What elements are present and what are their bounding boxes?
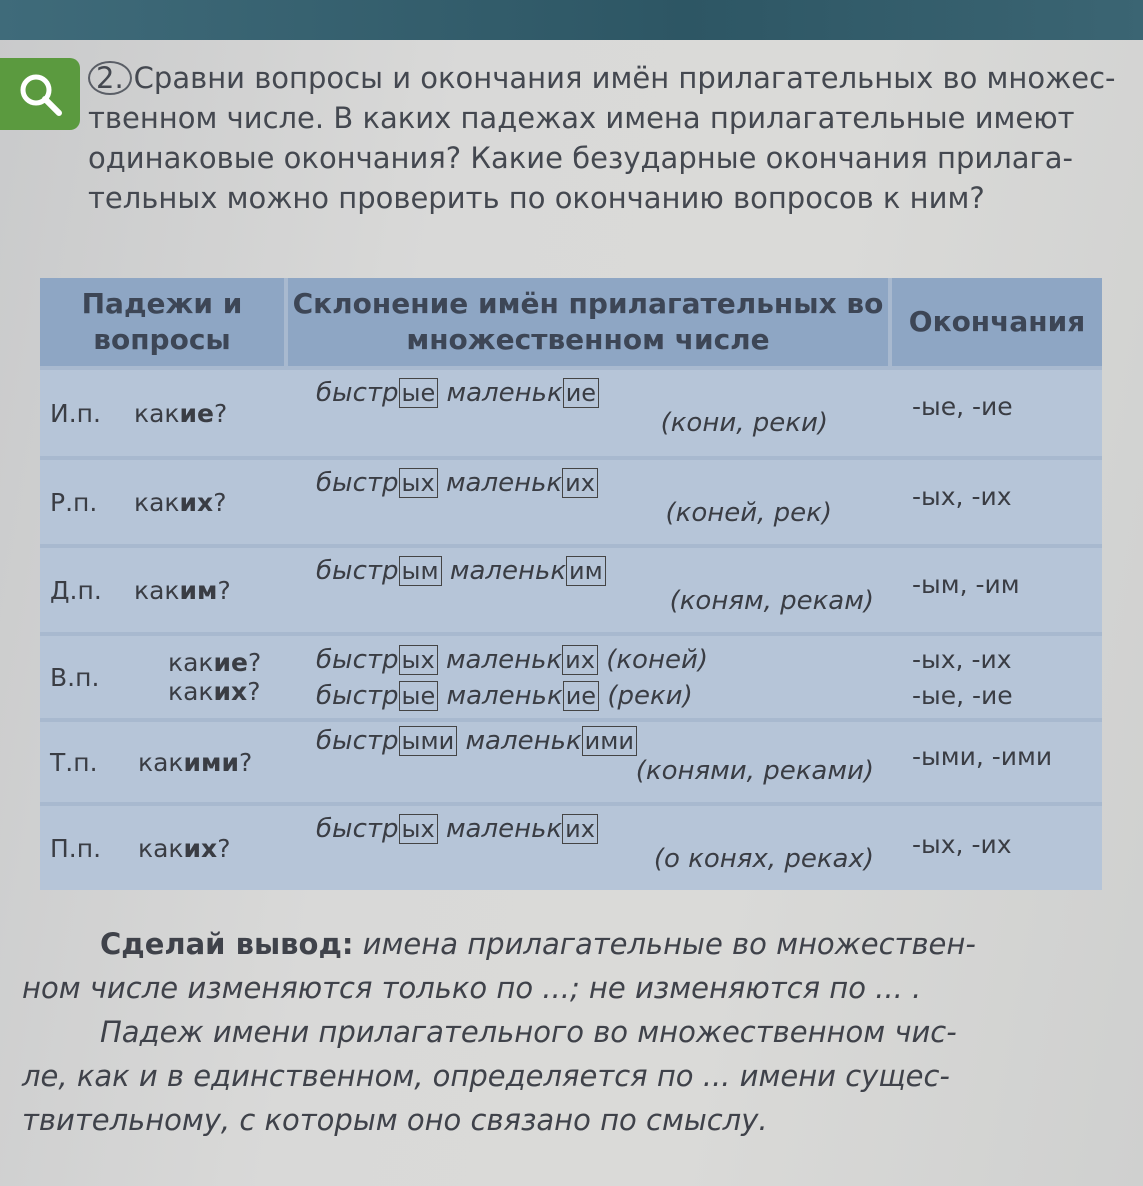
endings: -ыми, -ими	[912, 742, 1053, 771]
endings: -ых, -их	[912, 482, 1012, 511]
conclusion-line-3: Падеж имени прилагательного во множественном чис-	[100, 1015, 957, 1049]
conclusion-line-1: имена прилагательные во множествен-	[353, 927, 976, 961]
nouns: (кони, реки)	[660, 408, 828, 438]
conclusion	[22, 922, 1102, 1142]
exercise-line-1: Сравни вопросы и окончания имён прилагательных во множес-	[133, 61, 1116, 95]
conclusion-line-4: ле, как и в единственном, определяется по ... имени сущес-	[22, 1059, 950, 1093]
case-label: Д.п.	[50, 575, 102, 605]
case-label: В.п.	[50, 662, 100, 692]
nouns: (коней, рек)	[665, 498, 832, 528]
endings: -ых, -их	[912, 830, 1012, 859]
case-label: И.п.	[50, 398, 101, 428]
case-question: какие? каких?	[168, 648, 262, 706]
declension-forms: быстр ым маленьк им (коням, рекам)	[288, 548, 888, 632]
declension-forms: быстр ых маленьк их (коней) быстр ые маленьк ие (реки)	[316, 645, 708, 711]
magnifier-icon	[0, 58, 80, 130]
declension-forms: быстр ые маленьк ие (кони, реки)	[288, 370, 888, 456]
declension-forms: быстр ыми маленьк ими (конями, реками)	[288, 722, 888, 802]
conclusion-line-5: твительному, с которым оно связано по смыслу.	[22, 1103, 768, 1137]
table-row	[40, 370, 1102, 456]
header-declension: Склонение имён прилагательных во множественном числе	[288, 278, 888, 366]
table-row	[40, 722, 1102, 802]
header-endings: Окончания	[892, 278, 1102, 366]
case-question: какие?	[134, 398, 228, 428]
endings: -ых, -их -ые, -ие	[912, 645, 1013, 710]
exercise-line-2: твенном числе. В каких падежах имена прилагательные имеют	[88, 101, 1075, 135]
exercise-number: 2.	[88, 61, 132, 95]
exercise-text	[88, 58, 1118, 218]
exercise-line-3: одинаковые окончания? Какие безударные окончания прилага-	[88, 141, 1073, 175]
top-band	[0, 0, 1143, 40]
case-label: Т.п.	[50, 747, 98, 777]
nouns: (о конях, реках)	[653, 844, 874, 874]
nouns: (конями, реками)	[635, 756, 874, 786]
declension-forms: быстр ых маленьк их (о конях, реках)	[288, 806, 888, 890]
nouns: (коням, рекам)	[669, 586, 874, 616]
endings: -ые, -ие	[912, 392, 1013, 421]
case-question: каких?	[138, 833, 231, 863]
table-row	[40, 548, 1102, 632]
header-cases: Падежи и вопросы	[40, 278, 284, 366]
declension-forms: быстр ых маленьк их (коней, рек)	[288, 460, 888, 544]
case-question: каких?	[134, 487, 227, 517]
case-question: каким?	[134, 575, 231, 605]
table-row	[40, 460, 1102, 544]
case-label: П.п.	[50, 833, 102, 863]
case-question: какими?	[138, 747, 253, 777]
table-row	[40, 806, 1102, 890]
conclusion-lead: Сделай вывод:	[100, 927, 354, 961]
table-row	[40, 636, 1102, 718]
declension-table	[40, 278, 1102, 890]
exercise-line-4: тельных можно проверить по окончанию вопросов к ним?	[88, 181, 985, 215]
conclusion-line-2: ном числе изменяются только по ...; не изменяются по ... .	[22, 971, 922, 1005]
case-label: Р.п.	[50, 487, 98, 517]
endings: -ым, -им	[912, 570, 1020, 599]
